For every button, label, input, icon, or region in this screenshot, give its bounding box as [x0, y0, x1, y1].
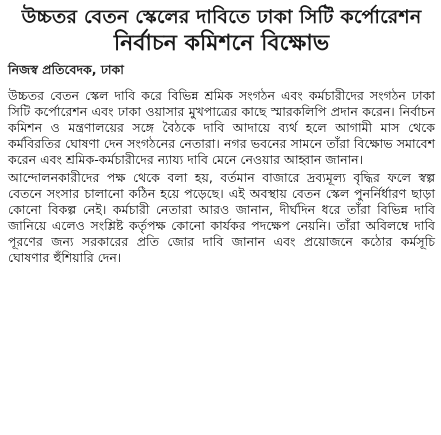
- headline-line-1: উচ্চতর বেতন স্কেলের দাবিতে ঢাকা সিটি কর্পোরেশন: [21, 6, 422, 28]
- body-paragraph-1: উচ্চতর বেতন স্কেল দাবি করে বিভিন্ন শ্রমিক সংগঠন এবং কর্মচারীদের সংগঠন ঢাকা সিটি কর্পোরেশন এবং ঢাকা ওয়াসার মুখপাত্রের কাছে স্মারকলিপি প্রদান করেন। নির্বাচন কমিশন ও মন্ত্রণালয়ের সঙ্গে বৈঠকে দাবি আদায়ে ব্যর্থ হলে আগামী মাস থেকে কর্মবিরতির ঘোষণা দেন সংগঠনের নেতারা। নগর ভবনের সামনে তাঁরা বিক্ষোভ সমাবেশ করেন এবং শ্রমিক-কর্মচারীদের ন্যায্য দাবি মেনে নেওয়ার আহ্বান জানান।: [8, 88, 435, 168]
- body-paragraph-2: আন্দোলনকারীদের পক্ষ থেকে বলা হয়, বর্তমান বাজারে দ্রব্যমূল্য বৃদ্ধির ফলে স্বল্প বেতনে সংসার চালানো কঠিন হয়ে পড়েছে। এই অবস্থায় বেতন স্কেল পুনর্নির্ধারণ ছাড়া কোনো বিকল্প নেই। কর্মচারী নেতারা আরও জানান, দীর্ঘদিন ধরে তাঁরা বিভিন্ন দাবি জানিয়ে এলেও সংশ্লিষ্ট কর্তৃপক্ষ কোনো কার্যকর পদক্ষেপ নেয়নি। তাঁরা অবিলম্বে দাবি পূরণের জন্য সরকারের প্রতি জোর দাবি জানান এবং প্রয়োজনে কঠোর কর্মসূচি ঘোষণার হুঁশিয়ারি দেন।: [8, 170, 435, 266]
- byline: নিজস্ব প্রতিবেদক, ঢাকা: [8, 62, 124, 78]
- headline-line-2: নির্বাচন কমিশনে বিক্ষোভ: [113, 30, 330, 56]
